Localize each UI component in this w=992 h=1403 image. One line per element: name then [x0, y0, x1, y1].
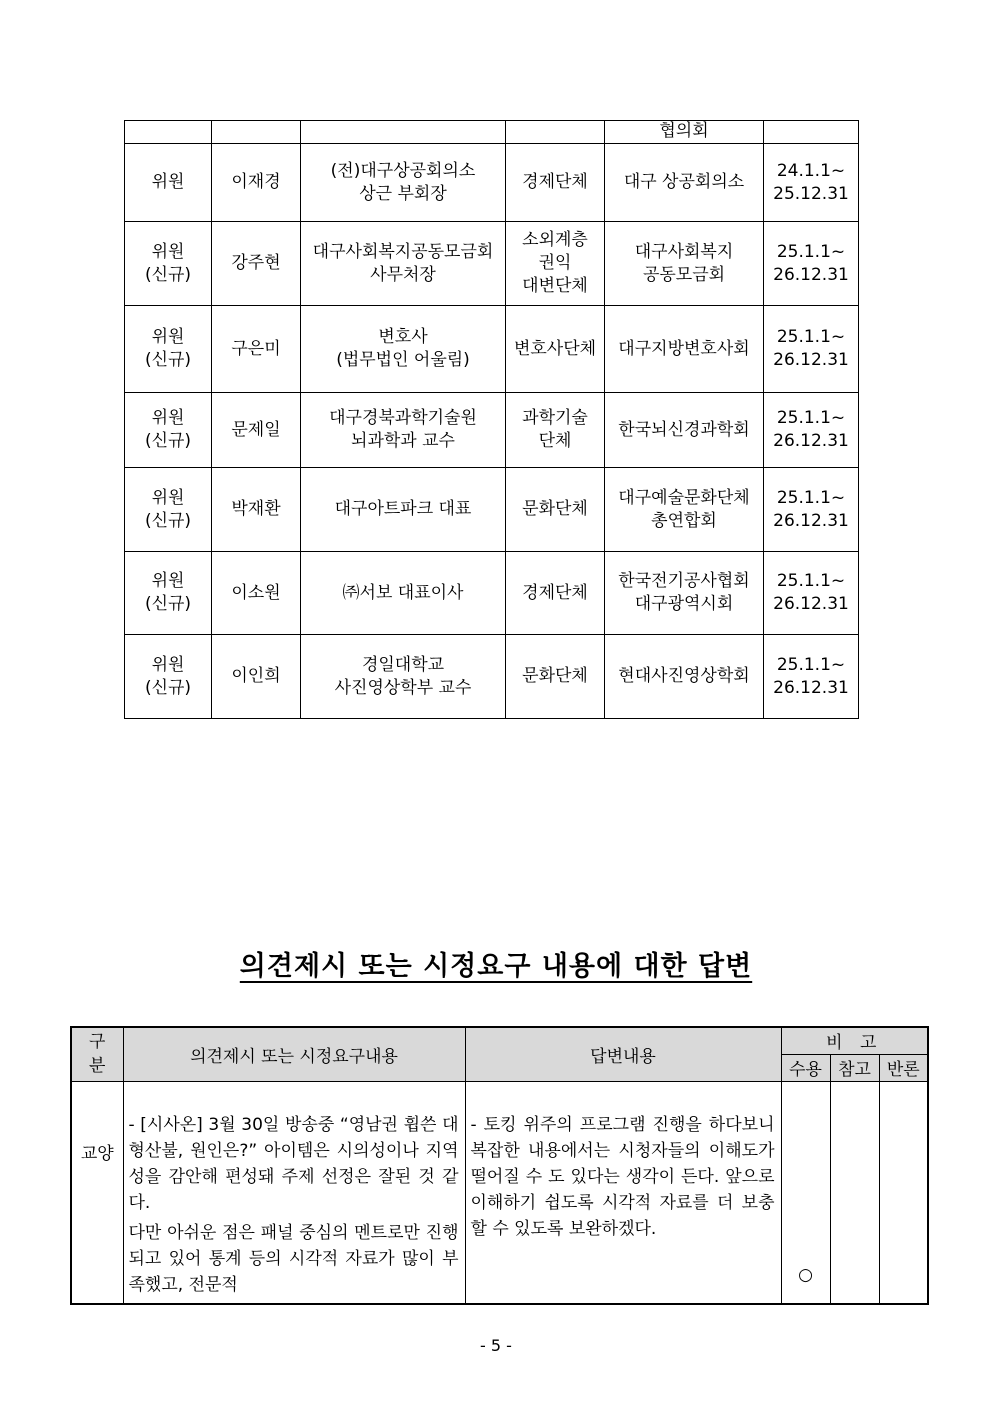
section-title [0, 944, 992, 983]
position-line: (법무법인 어울림) [336, 350, 470, 370]
table-row [125, 468, 859, 552]
organization-line: 대구사회복지 [634, 241, 734, 262]
category-cell: 교양 [71, 1081, 123, 1304]
term-line: 25.1.1~ [776, 327, 846, 347]
term-line: 26.12.31 [773, 431, 849, 451]
organization-line: 한국전기공사협회 [618, 571, 750, 591]
category-cell [506, 144, 605, 222]
organization-cell [605, 144, 764, 222]
category-cell [506, 306, 605, 393]
header-remarks: 비 고 [781, 1027, 928, 1054]
position-line: 뇌과학과 교수 [351, 431, 455, 451]
position-cell [301, 144, 506, 222]
position-line: (전)대구상공회의소 [330, 160, 476, 181]
header-rebut: 반론 [879, 1054, 928, 1081]
position-cell [301, 552, 506, 635]
members-table [124, 120, 859, 719]
header-opinion: 의견제시 또는 시정요구내용 [123, 1027, 465, 1081]
organization-cell [605, 468, 764, 552]
category-cell [506, 393, 605, 468]
organization-line: 대구지방변호사회 [618, 338, 750, 359]
opinion-cell [123, 1081, 465, 1304]
rebut-cell [879, 1081, 928, 1304]
role-line: 위원 [151, 172, 185, 192]
organization-line: 총연합회 [651, 510, 717, 531]
section-title-text: 의견제시 또는 시정요구 내용에 대한 답변 [239, 951, 753, 982]
position-cell [301, 635, 506, 719]
position-cell [301, 222, 506, 306]
category-line: 경제단체 [522, 582, 588, 603]
role-line: 위원 [151, 241, 185, 262]
name-cell: 구은미 [212, 306, 301, 393]
name-cell [212, 121, 301, 144]
organization-line: 한국뇌신경과학회 [618, 419, 750, 440]
page-number: - 5 - [480, 1336, 512, 1355]
category-line: 문화단체 [522, 666, 588, 686]
term-line: 26.12.31 [773, 350, 849, 370]
term-cell [764, 393, 859, 468]
term-cell [764, 635, 859, 719]
category-line: 과학기술 [522, 408, 588, 428]
name-cell: 박재환 [212, 468, 301, 552]
organization-line: 대구 상공회의소 [623, 172, 745, 192]
role-cell [125, 121, 212, 144]
reference-cell [830, 1081, 879, 1304]
position-line: 대구아트파크 대표 [334, 499, 472, 519]
category-line: 권익 [538, 253, 572, 273]
term-line: 26.12.31 [773, 594, 849, 614]
role-line: (신규) [144, 594, 192, 614]
table-row [125, 552, 859, 635]
organization-cell: 협의회 [605, 121, 764, 144]
position-line: 대구사회복지공동모금회 [312, 241, 494, 262]
role-cell [125, 635, 212, 719]
term-line: 26.12.31 [773, 510, 849, 531]
position-line: 경일대학교 [361, 654, 445, 675]
organization-cell [605, 306, 764, 393]
term-line: 26.12.31 [773, 677, 849, 698]
organization-line: 대구광역시회 [634, 594, 734, 614]
role-cell [125, 306, 212, 393]
term-cell [764, 222, 859, 306]
table-row [125, 393, 859, 468]
role-line: 위원 [151, 408, 185, 428]
position-cell [301, 306, 506, 393]
answer-cell [465, 1081, 781, 1304]
position-line: 상근 부회장 [359, 183, 447, 204]
organization-line: 현대사진영상학회 [618, 666, 750, 686]
term-cell [764, 468, 859, 552]
accept-cell: ○ [781, 1081, 830, 1304]
role-cell [125, 393, 212, 468]
position-line: ㈜서보 대표이사 [342, 582, 464, 603]
term-line: 25.12.31 [773, 183, 849, 204]
term-line: 25.1.1~ [776, 654, 846, 675]
category-line: 문화단체 [522, 499, 588, 519]
name-cell: 강주현 [212, 222, 301, 306]
position-cell [301, 393, 506, 468]
name-cell: 이재경 [212, 144, 301, 222]
table-row [125, 635, 859, 719]
role-line: (신규) [144, 431, 192, 451]
category-cell [506, 222, 605, 306]
organization-cell [605, 222, 764, 306]
position-cell [301, 468, 506, 552]
name-cell: 문제일 [212, 393, 301, 468]
role-line: 위원 [151, 571, 185, 591]
category-cell [506, 121, 605, 144]
term-line: 26.12.31 [773, 264, 849, 285]
table-row [71, 1081, 928, 1304]
opinion-paragraph: - [시사온] 3월 30일 방송중 “영남권 휩쓴 대형산불, 원인은?” 아이템은 시의성이나 지역성을 감안해 편성돼 주제 선정은 잘된 것 같다. [128, 1114, 459, 1213]
category-line: 단체 [538, 431, 572, 451]
role-cell [125, 144, 212, 222]
role-cell [125, 552, 212, 635]
table-row [125, 306, 859, 393]
role-cell [125, 468, 212, 552]
answer-paragraph: - 토킹 위주의 프로그램 진행을 하다보니 복잡한 내용에서는 시청자들의 이해도가 떨어질 수 도 있다는 생각이 든다. 앞으로 이해하기 쉽도록 시각적 자료를 더 보충할 수 있도록 보완하겠다. [470, 1114, 775, 1239]
term-cell [764, 306, 859, 393]
role-line: 위원 [151, 487, 185, 508]
organization-line: 공동모금회 [642, 264, 726, 285]
table-row [125, 222, 859, 306]
role-line: 위원 [151, 654, 185, 675]
position-line: 사진영상학부 교수 [334, 677, 472, 698]
category-line: 소외계층 [522, 230, 588, 250]
term-line: 25.1.1~ [776, 487, 846, 508]
organization-line: 대구예술문화단체 [618, 487, 750, 508]
category-line: 변호사단체 [513, 338, 597, 359]
term-line: 25.1.1~ [776, 408, 846, 428]
position-line: 변호사 [378, 327, 428, 347]
organization-cell [605, 552, 764, 635]
term-cell [764, 144, 859, 222]
category-cell [506, 468, 605, 552]
category-line: 대변단체 [522, 276, 588, 296]
role-line: (신규) [144, 677, 192, 698]
organization-cell [605, 635, 764, 719]
opinion-paragraph: 다만 아쉬운 점은 패널 중심의 멘트로만 진행되고 있어 통계 등의 시각적 자료가 많이 부족했고, 전문적 [128, 1222, 459, 1295]
table-row [125, 121, 859, 144]
role-line: (신규) [144, 264, 192, 285]
name-cell: 이인희 [212, 635, 301, 719]
role-line: (신규) [144, 510, 192, 531]
name-cell: 이소원 [212, 552, 301, 635]
table-row [125, 144, 859, 222]
role-cell [125, 222, 212, 306]
term-line: 25.1.1~ [776, 241, 846, 262]
header-answer: 답변내용 [465, 1027, 781, 1081]
role-line: (신규) [144, 350, 192, 370]
term-line: 24.1.1~ [776, 160, 846, 181]
header-accept: 수용 [781, 1054, 830, 1081]
category-line: 경제단체 [522, 172, 588, 192]
category-cell [506, 635, 605, 719]
members-table-body [125, 121, 859, 719]
header-reference: 참고 [830, 1054, 879, 1081]
category-cell [506, 552, 605, 635]
answers-table [70, 1026, 929, 1305]
term-cell [764, 552, 859, 635]
term-line: 25.1.1~ [776, 571, 846, 591]
header-category [71, 1027, 123, 1081]
position-line: 대구경북과학기술원 [329, 408, 477, 428]
header-category-line: 분 [89, 1056, 106, 1077]
position-line: 사무처장 [370, 264, 436, 285]
term-cell [764, 121, 859, 144]
organization-cell [605, 393, 764, 468]
role-line: 위원 [151, 327, 185, 347]
position-cell [301, 121, 506, 144]
header-category-line: 구 [89, 1032, 106, 1053]
